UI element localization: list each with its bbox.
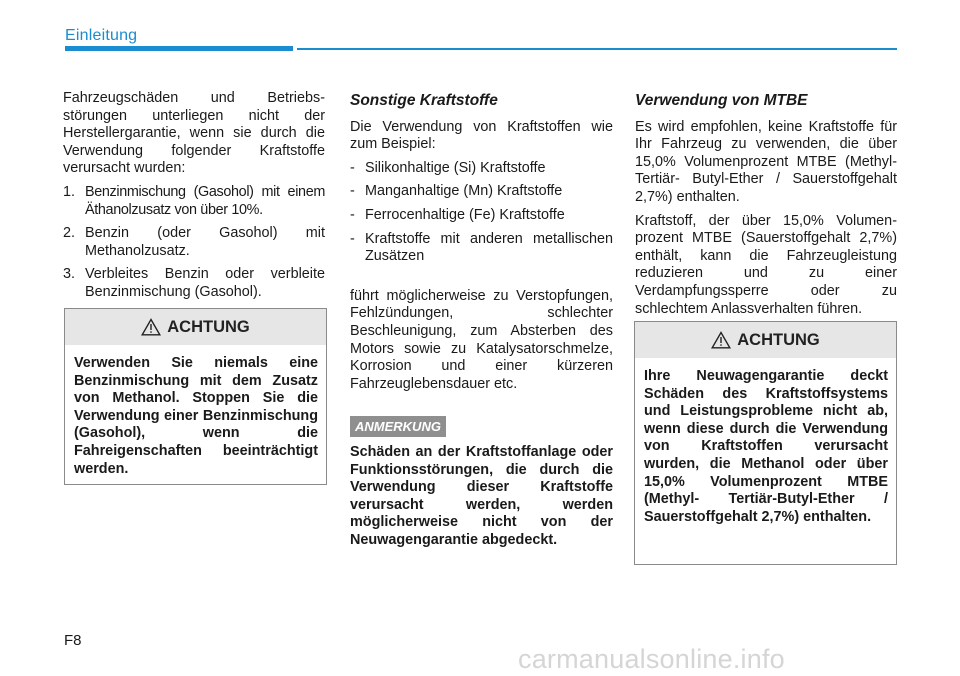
column-1 — [63, 90, 325, 308]
list-text: Ferrocenhaltige (Fe) Kraftstoffe — [365, 206, 565, 223]
warning-header — [65, 309, 326, 345]
header-rule-thick — [65, 46, 293, 51]
list-text: Manganhaltige (Mn) Kraftstoffe — [365, 183, 563, 200]
paragraph: Es wird empfohlen, keine Kraftstoffe für Ihr Fahrzeug zu verwenden, die über 15,0% Volumenprozent MTBE (Methyl-Tertiär- Butyl-Ether / Sauerstoffgehalt 2,7%) enthalten. — [635, 118, 897, 205]
outro-paragraph: führt möglicherweise zu Verstopfungen, Fehlzündungen, schlechter Beschleunigung, zum Absterben des Motors sowie zu Katalysatorschmelze, Korrosion und einer kürzeren Fahrzeuglebensdauer etc. — [350, 287, 613, 392]
warning-triangle-icon — [141, 318, 161, 336]
list-number: 2. — [63, 225, 76, 242]
note-text: Schäden an der Kraftstoffanlage oder Funktionsstörungen, die durch die Verwendung dieser Kraftstoffe verursacht werden, werden möglicherweise nicht von der Neuwagengarantie abgedeckt. — [350, 444, 613, 548]
column-2 — [350, 90, 613, 399]
section-heading: Sonstige Kraftstoffe — [350, 92, 498, 109]
list-number: 3. — [63, 266, 76, 283]
list-item — [350, 207, 613, 225]
warning-text: Verwenden Sie niemals eine Benzinmischung mit dem Zusatz von Methanol. Stoppen Sie die Verwendung einer Benzinmischung (Gasohol), wenn die Fahreigenschaften beeinträchtigt werden. — [74, 355, 318, 477]
list-item — [350, 183, 613, 201]
warning-title: ACHTUNG — [167, 317, 250, 336]
warning-header — [635, 322, 896, 358]
list-dash: - — [350, 183, 355, 200]
list-dash: - — [350, 206, 355, 223]
list-dash: - — [350, 159, 355, 176]
paragraph: Kraftstoff, der über 15,0% Volumenprozent MTBE (Sauerstoffgehalt 2,7%) enthält, kann die Fahrzeugleistung reduzieren und zu einer Verdampfungssperre oder zu schlechtem Anlassverhalten führen. — [635, 212, 897, 317]
list-item — [63, 184, 325, 219]
warning-title: ACHTUNG — [737, 330, 820, 349]
list-text: Kraftstoffe mit anderen metallischen Zusätzen — [365, 230, 613, 265]
header-rule-thin — [297, 48, 897, 50]
list-item — [350, 231, 613, 266]
note-badge: ANMERKUNG — [350, 416, 446, 437]
warning-text: Ihre Neuwagengarantie deckt Schäden des Kraftstoffsystems und Leistungsprobleme nicht ab, wenn diese durch die Verwendung von Kraftstoffen verursacht wurden, die Methanol oder über 15,0% Volumenprozent MTBE (Methyl- Tertiär-Butyl-Ether / Sauerstoffgehalt 2,7%) enthalten. — [644, 368, 888, 525]
intro-paragraph: Fahrzeugschäden und Betriebsstörungen unterliegen nicht der Herstellergarantie, wenn sie durch die Verwendung folgender Kraftstoffe verursacht wurden: — [63, 90, 325, 177]
list-text: Benzinmischung (Gasohol) mit einem Äthanolzusatz von über 10%. — [85, 183, 325, 218]
list-dash: - — [350, 230, 355, 247]
column-3 — [635, 90, 897, 324]
list-item — [63, 266, 325, 301]
list-item — [350, 160, 613, 178]
section-heading: Verwendung von MTBE — [635, 92, 808, 109]
warning-triangle-icon — [711, 331, 731, 349]
list-number: 1. — [63, 183, 76, 200]
watermark: carmanualsonline.info — [518, 644, 785, 674]
warning-box — [634, 321, 897, 565]
list-text: Benzin (oder Gasohol) mit Methanolzusatz. — [85, 225, 325, 259]
list-item — [63, 225, 325, 260]
section-title: Einleitung — [65, 27, 138, 44]
intro-paragraph: Die Verwendung von Kraftstoffen wie zum Beispiel: — [350, 118, 613, 153]
list-text: Verbleites Benzin oder verbleite Benzinmischung (Gasohol). — [85, 266, 325, 300]
warning-box — [64, 308, 327, 485]
list-text: Silikonhaltige (Si) Kraftstoffe — [365, 159, 546, 176]
page-number: F8 — [64, 632, 82, 649]
